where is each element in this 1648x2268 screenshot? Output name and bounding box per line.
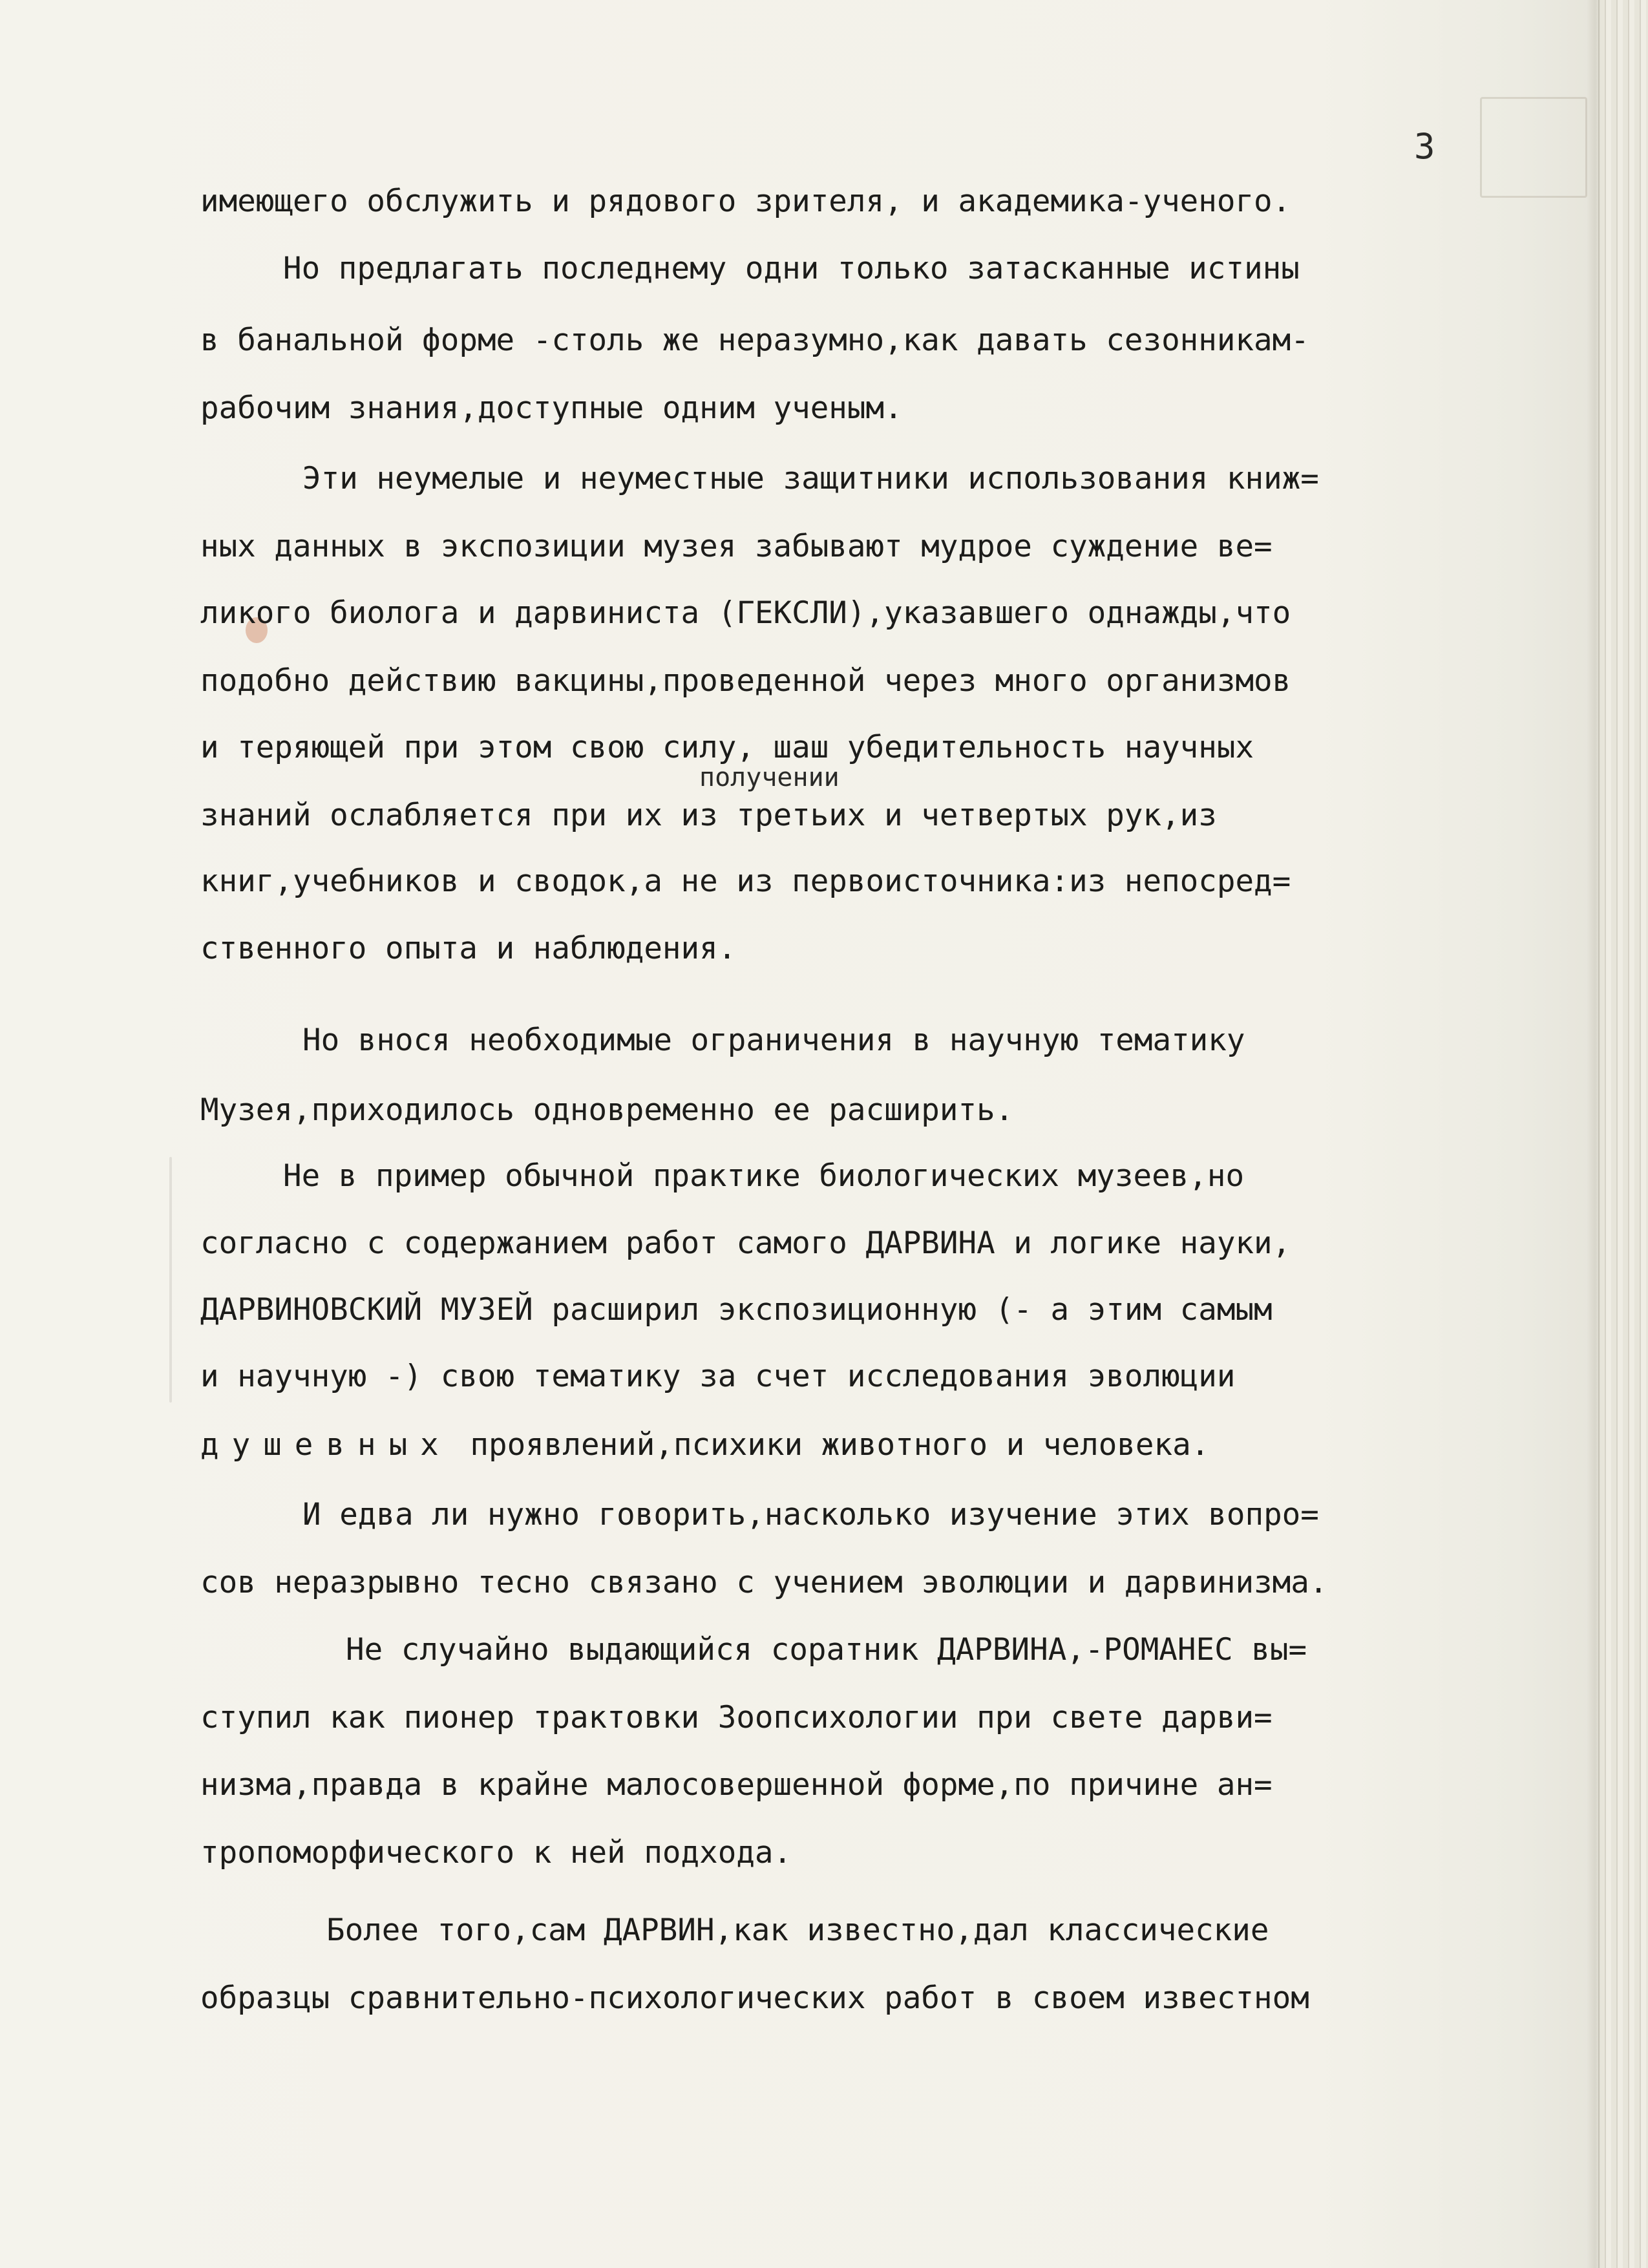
text-line: ДАРВИНОВСКИЙ МУЗЕЙ расширил экспозиционную (- а этим самым — [200, 1292, 1273, 1328]
text-line: подобно действию вакцины,проведенной через много организмов — [200, 663, 1291, 699]
text-line: имеющего обслужить и рядового зрителя, и академика-ученого. — [200, 184, 1291, 219]
text-line: книг,учебников и сводок,а не из первоисточника:из непосред= — [200, 864, 1291, 899]
text-line: Эти неумелые и неуместные защитники использования книж= — [302, 461, 1319, 496]
text-line: и научную -) свою тематику за счет исследования эволюции — [200, 1359, 1236, 1394]
text-line: сов неразрывно тесно связано с учением эволюции и дарвинизма. — [200, 1565, 1328, 1600]
text-line: ступил как пионер трактовки Зоопсихологии при свете дарви= — [200, 1700, 1273, 1735]
text-line: согласно с содержанием работ самого ДАРВИНА и логике науки, — [200, 1225, 1291, 1261]
text-line: в банальной форме -столь же неразумно,как давать сезонникам- — [200, 323, 1309, 358]
page-number: 3 — [1414, 126, 1435, 167]
text-line: Но внося необходимые ограничения в научную тематику — [302, 1023, 1245, 1058]
text-line: И едва ли нужно говорить,насколько изучение этих вопро= — [302, 1497, 1319, 1532]
text-line: Не случайно выдающийся соратник ДАРВИНА,-РОМАНЕС вы= — [346, 1632, 1307, 1668]
text-line: низма,правда в крайне малосовершенной форме,по причине ан= — [200, 1767, 1273, 1803]
text-line-rest: проявлений,психики животного и человека. — [470, 1427, 1210, 1463]
text-line: тропоморфического к ней подхода. — [200, 1835, 792, 1871]
text-line: Но предлагать последнему одни только затасканные истины — [283, 251, 1300, 286]
page-fold-shadow — [1587, 0, 1601, 2268]
margin-pencil-mark — [169, 1157, 172, 1403]
bleed-through-stamp — [1480, 97, 1587, 198]
text-line: Более того,сам ДАРВИН,как известно,дал классические — [326, 1913, 1269, 1948]
text-line: и теряющей при этом свою силу, шаш убедительность научных — [200, 730, 1254, 765]
text-line: ных данных в экспозиции музея забывают мудрое суждение ве= — [200, 529, 1273, 564]
interlinear-insertion: получении — [699, 763, 840, 792]
spaced-emphasis-word: душевных — [200, 1427, 452, 1463]
text-line: ликого биолога и дарвиниста (ГЕКСЛИ),указавшего однажды,что — [200, 595, 1291, 631]
text-line: знаний ослабляется при их из третьих и четвертых рук,из — [200, 798, 1217, 833]
text-line: Не в пример обычной практике биологических музеев,но — [283, 1158, 1245, 1194]
text-line: ственного опыта и наблюдения. — [200, 931, 737, 966]
text-line: рабочим знания,доступные одним ученым. — [200, 390, 903, 426]
text-line: образцы сравнительно-психологических работ в своем известном — [200, 1980, 1309, 2016]
page-stack-edge — [1598, 0, 1648, 2268]
text-line: Музея,приходилось одновременно ее расширить. — [200, 1092, 1014, 1128]
text-line — [200, 1427, 1210, 1463]
